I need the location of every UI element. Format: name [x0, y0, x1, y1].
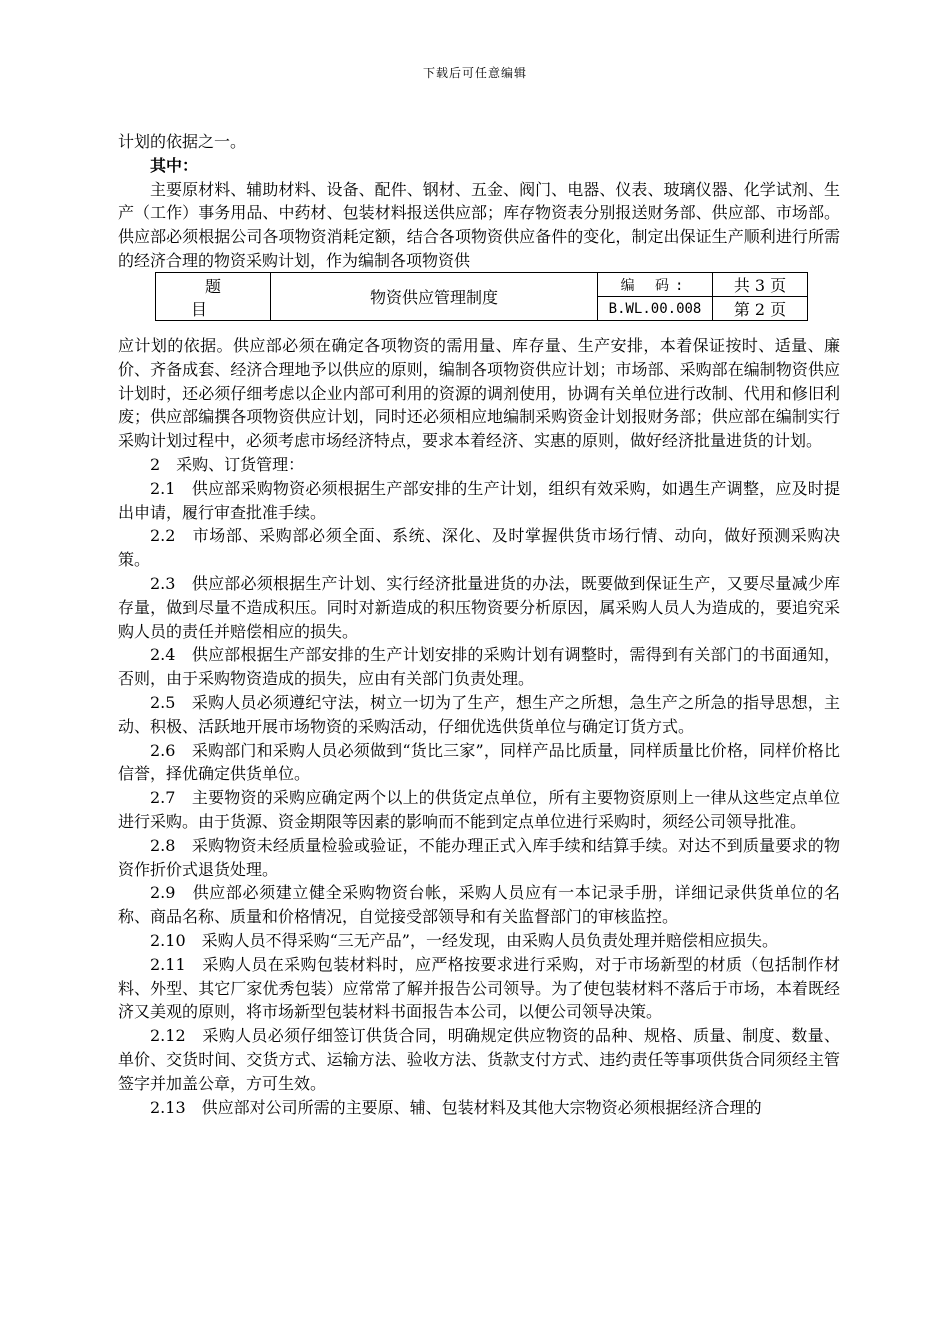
- total-pages-cell: 共 3 页: [713, 273, 808, 297]
- paragraph-materials: 主要原材料、辅助材料、设备、配件、钢材、五金、阀门、电器、仪表、玻璃仪器、化学试剂、生产（工作）事务用品、中药材、包装材料报送供应部；库存物资表分别报送财务部、供应部、市场部。供应部必须根据公司各项物资消耗定额，结合各项物资供应备件的变化，制定出保证生产顺利进行所需的经济合理的物资采购计划，作为编制各项物资供: [118, 179, 840, 270]
- clause-2-10: 2.10 采购人员不得采购“三无产品”，一经发现，由采购人员负责处理并赔偿相应损失。: [150, 930, 778, 950]
- section-heading-purchasing: 2 采购、订货管理：: [150, 454, 305, 474]
- document-control-table: [155, 272, 808, 321]
- clause-2-13: 2.13 供应部对公司所需的主要原、辅、包装材料及其他大宗物资必须根据经济合理的: [150, 1097, 762, 1117]
- clause-2-8: 2.8 采购物资未经质量检验或验证，不能办理正式入库手续和结算手续。对达不到质量要求的物资作折价式退货处理。: [118, 835, 840, 879]
- clause-2-9: 2.9 供应部必须建立健全采购物资台帐，采购人员应有一本记录手册，详细记录供货单位的名称、商品名称、质量和价格情况，自觉接受部领导和有关监督部门的审核监控。: [118, 883, 840, 927]
- header-note: 下载后可任意编辑: [422, 66, 527, 80]
- table-label-cell: 题 目: [156, 273, 271, 321]
- document-title-cell: 物资供应管理制度: [271, 273, 598, 321]
- code-value-cell: B.WL.00.008: [598, 297, 713, 321]
- top-text-block: [118, 130, 840, 273]
- paragraph-supply-plan: 应计划的依据。供应部必须在确定各项物资的需用量、库存量、生产安排，本着保证按时、适量、廉价、齐备成套、经济合理地予以供应的原则，编制各项物资供应计划；市场部、采购部在编制物资供应计划时，还必须仔细考虑以企业内部可利用的资源的调剂使用，协调有关单位进行改制、代用和修旧利废；供应部编撰各项物资供应计划，同时还必须相应地编制采购资金计划报财务部；供应部在编制实行采购计划过程中，必须考虑市场经济特点，要求本着经济、实惠的原则，做好经济批量进货的计划。: [118, 336, 840, 451]
- clause-2-4: 2.4 供应部根据生产部安排的生产计划安排的采购计划有调整时，需得到有关部门的书面通知，否则，由于采购物资造成的损失，应由有关部门负责处理。: [118, 645, 840, 689]
- clause-2-6: 2.6 采购部门和采购人员必须做到“货比三家”，同样产品比质量，同样质量比价格，同样价格比信誉，择优确定供货单位。: [118, 740, 840, 784]
- code-label-cell: 编 码:: [598, 273, 713, 297]
- paragraph-plan-basis: 计划的依据之一。: [118, 132, 247, 151]
- clause-2-3: 2.3 供应部必须根据生产计划、实行经济批量进货的办法，既要做到保证生产，又要尽量减少库存量，做到尽量不造成积压。同时对新造成的积压物资要分析原因，属采购人员人为造成的，要追究采购人员的责任并赔偿相应的损失。: [118, 573, 840, 641]
- clause-2-5: 2.5 采购人员必须遵纪守法，树立一切为了生产，想生产之所想，急生产之所急的指导思想，主动、积极、活跃地开展市场物资的采购活动，仔细优选供货单位与确定订货方式。: [118, 692, 840, 736]
- clause-2-2: 2.2 市场部、采购部必须全面、系统、深化、及时掌握供货市场行情、动向，做好预测采购决策。: [118, 526, 840, 570]
- clause-2-1: 2.1 供应部采购物资必须根据生产部安排的生产计划，组织有效采购，如遇生产调整，应及时提出申请，履行审查批准手续。: [118, 478, 840, 522]
- body-text-block: [118, 334, 840, 1119]
- clause-2-7: 2.7 主要物资的采购应确定两个以上的供货定点单位，所有主要物资原则上一律从这些定点单位进行采购。由于货源、资金期限等因素的影响而不能到定点单位进行采购时，须经公司领导批准。: [118, 788, 840, 831]
- clause-2-11: 2.11 采购人员在采购包装材料时，应严格按要求进行采购，对于市场新型的材质（包括制作材料、外型、其它厂家优秀包装）应常常了解并报告公司领导。为了使包装材料不落后于市场，本着既经济又美观的原则，将市场新型包装材料书面报告本公司，以便公司领导决策。: [118, 954, 840, 1022]
- clause-2-12: 2.12 采购人员必须仔细签订供货合同，明确规定供应物资的品种、规格、质量、制度、数量、单价、交货时间、交货方式、运输方法、验收方法、货款支付方式、违约责任等事项供货合同须经主管签字并加盖公章，方可生效。: [118, 1026, 840, 1093]
- current-page-cell: 第 2 页: [713, 297, 808, 321]
- paragraph-among-heading: 其中：: [150, 155, 199, 175]
